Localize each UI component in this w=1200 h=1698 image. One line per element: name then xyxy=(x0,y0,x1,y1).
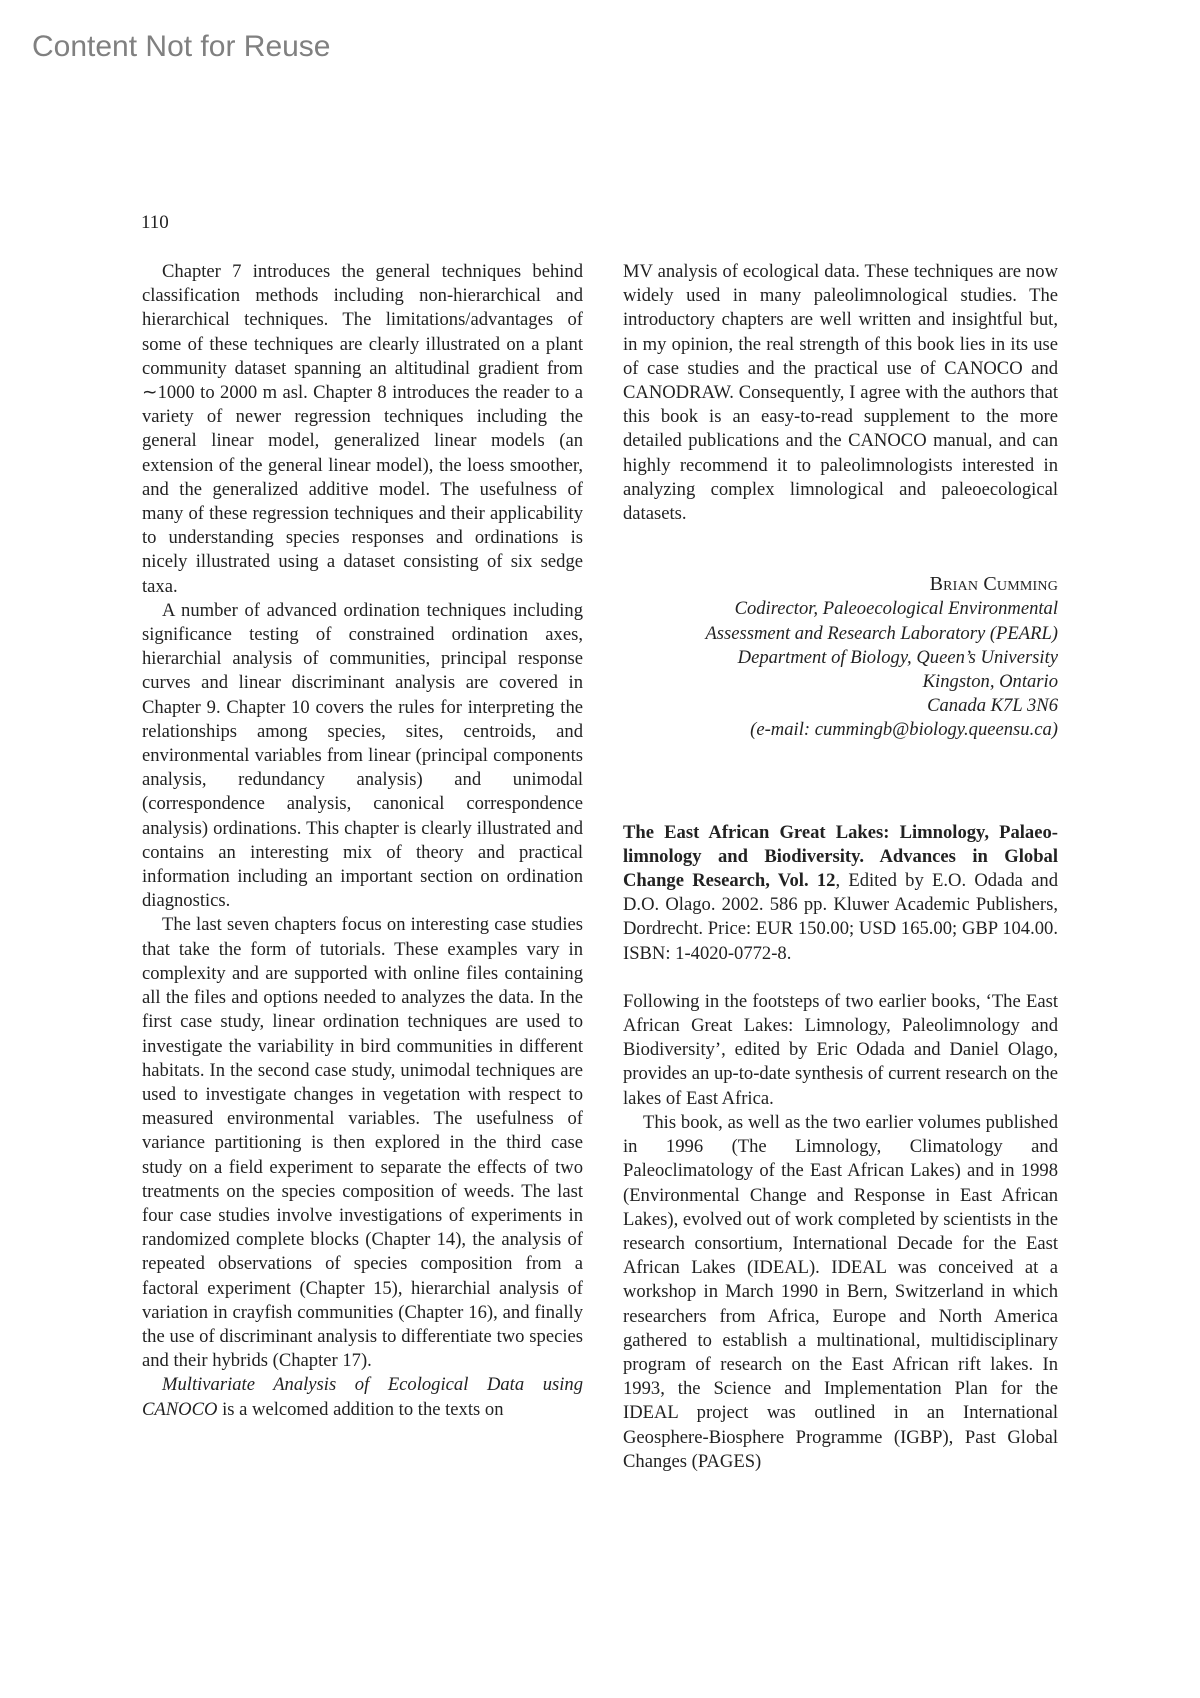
citation-paragraph xyxy=(623,821,1058,966)
book-title-italic: Multivariate Analysis of Ecological Data using CANOCO xyxy=(142,1374,583,1420)
next-review-body xyxy=(623,990,1058,1474)
left-column xyxy=(142,260,583,1422)
reviewer-signature xyxy=(623,572,1058,742)
reviewer-affiliation: Kingston, Ontario xyxy=(922,671,1058,693)
body-paragraph: This book, as well as the two earlier volumes published in 1996 (The Limnology, Climatology and Paleoclimatology of the East African Lakes) and in 1998 (Environmental Change and Response in East African Lakes), evolved out of work completed by scientists in the research consortium, International Decade for the East African Lakes (IDEAL). IDEAL was conceived at a workshop in March 1990 in Bern, Switzerland in which researchers from Africa, Europe and North America gathered to establish a multinational, multidisciplinary program of research on the East African rift lakes. In 1993, the Science and Implementation Plan for the IDEAL project was outlined in an International Geosphere-Biosphere Programme (IGBP), Past Global Changes (PAGES) xyxy=(623,1111,1058,1472)
citation-details: , Edited by E.O. Odada and D.O. Olago. 2002. 586 pp. Kluwer Academic Publishers, Dordrecht. Price: EUR 150.00; USD 165.00; GBP 104.00. ISBN: 1-4020-0772-8. xyxy=(623,870,1058,964)
reviewer-affiliation: Assessment and Research Laboratory (PEARL) xyxy=(705,622,1058,644)
continuation-paragraph: MV analysis of ecological data. These techniques are now widely used in many paleolimnological studies. The introductory chapters are well written and insightful but, in my opinion, the real strength of this book lies in its use of case studies and the practical use of CANOCO and CANODRAW. Consequently, I agree with the authors that this book is an easy-to-read supplement to the more detailed publications and the CANOCO manual, and can highly recommend it to paleolimnologists interested in analyzing complex limnological and paleoecological datasets. xyxy=(623,261,1058,525)
body-paragraph: A number of advanced ordination techniques including significance testing of constrained ordination axes, hierarchial analysis of communities, principal response curves and linear discriminant analysis are covered in Chapter 9. Chapter 10 covers the rules for interpreting the relationships among species, sites, centroids, and environmental variables from linear (principal components analysis, redundancy analysis) and unimodal (correspondence analysis, canonical correspondence analysis) ordinations. This chapter is clearly illustrated and contains an interesting mix of theory and practical information including an important section on ordination diagnostics. xyxy=(142,599,583,912)
right-column xyxy=(623,260,1058,1474)
watermark: Content Not for Reuse xyxy=(32,30,331,63)
closing-text: is a welcomed addition to the texts on xyxy=(217,1398,504,1420)
reviewer-affiliation: Canada K7L 3N6 xyxy=(927,695,1058,717)
book-title-bold: The East African Great Lakes: Limnology, Palaeolimnology and Biodiversity. Advances in Global Change Research, Vol. 12 xyxy=(623,821,1058,892)
reviewer-affiliation: Department of Biology, Queen’s University xyxy=(737,646,1058,668)
body-paragraph: The last seven chapters focus on interesting case studies that take the form of tutorials. These examples vary in complexity and are supported with online files containing all the files and options needed to analyzes the data. In the first case study, linear ordination techniques are used to investigate the variability in bird communities in different habitats. In the second case study, unimodal techniques are used to investigate changes in vegetation with respect to measured environmental variables. The usefulness of variance partitioning is then explored in the third case study on a field experiment to separate the effects of two treatments on the species composition of weeds. The last four case studies involve investigations of experiments in randomized complete blocks (Chapter 14), the analysis of repeated observations of species composition from a factoral experiment (Chapter 15), hierarchial analysis of variation in crayfish communities (Chapter 16), and finally the use of discriminant analysis to differentiate two species and their hybrids (Chapter 17). xyxy=(142,914,583,1372)
closing-paragraph xyxy=(142,1373,583,1421)
reviewer-affiliation: Codirector, Paleoecological Environmental xyxy=(734,598,1058,620)
body-paragraph: Chapter 7 introduces the general techniques behind classification methods including non-hierarchical and hierarchical techniques. The limitations/advantages of some of these techniques are clearly illustrated on a plant community dataset spanning an altitudinal gradient from ∼1000 to 2000 m asl. Chapter 8 introduces the reader to a variety of newer regression techniques including the general linear model, generalized linear models (an extension of the general linear model), the loess smoother, and the generalized additive model. The usefulness of many of these regression techniques and their applicability to understanding species responses and ordinations is nicely illustrated using a dataset consisting of six sedge taxa. xyxy=(142,261,583,597)
reviewer-email: (e-mail: cummingb@biology.queensu.ca) xyxy=(750,719,1058,741)
next-review-citation xyxy=(623,821,1058,966)
body-paragraph: Following in the footsteps of two earlier books, ‘The East African Great Lakes: Limnology, Paleolimnology and Biodiversity’, edited by Eric Odada and Daniel Olago, provides an up-to-date synthesis of current research on the lakes of East Africa. xyxy=(623,990,1058,1109)
page-number: 110 xyxy=(141,212,169,233)
reviewer-name: Brian Cumming xyxy=(929,573,1058,596)
